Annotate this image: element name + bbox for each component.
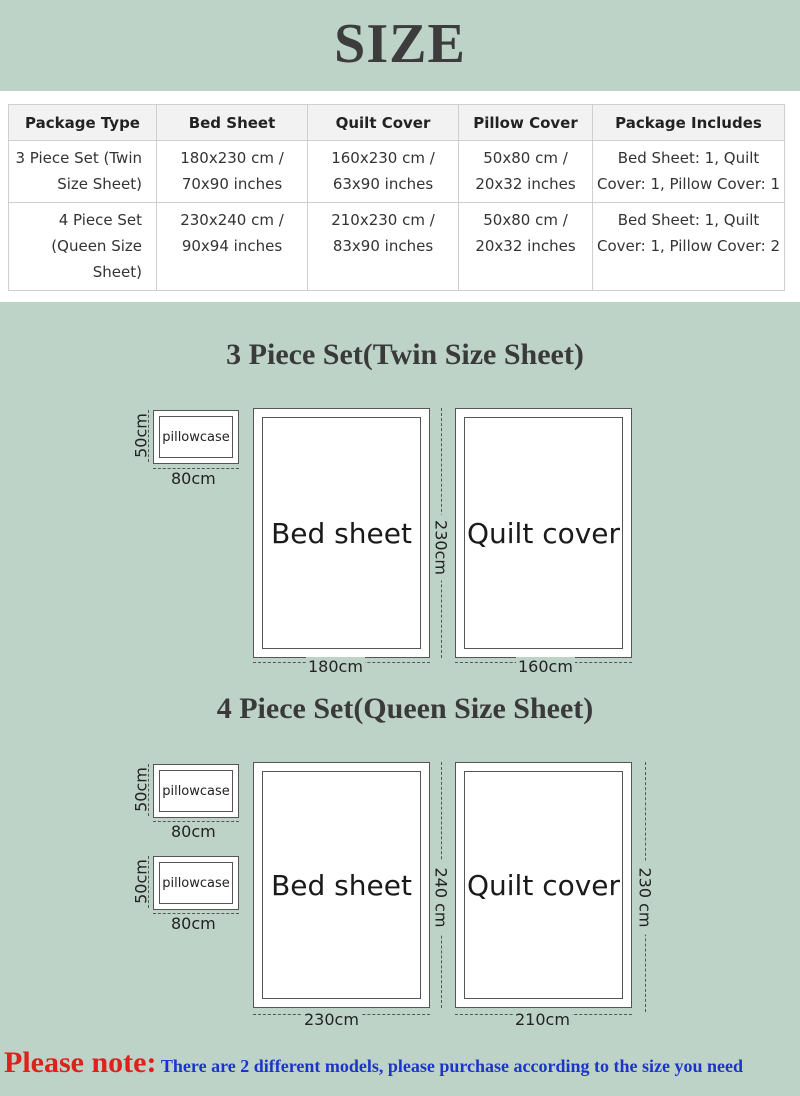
queen-bed-sheet — [253, 762, 430, 1008]
twin-pillowcase — [153, 410, 239, 464]
queen-sheet-width-label: 230cm — [304, 1010, 359, 1029]
header-pillow-cover: Pillow Cover — [459, 105, 593, 141]
cell-pillow-cover: 50x80 cm / 20x32 inches — [459, 141, 593, 203]
queen-pillowcase-2-label: pillowcase — [159, 862, 233, 904]
note-lead: Please note: — [4, 1046, 157, 1079]
cell-bed-sheet: 180x230 cm / 70x90 inches — [157, 141, 308, 203]
cell-quilt-cover: 160x230 cm / 63x90 inches — [308, 141, 459, 203]
twin-pillowcase-label: pillowcase — [159, 416, 233, 458]
twin-sheet-width-label: 180cm — [308, 657, 363, 676]
queen-quilt-cover-label: Quilt cover — [464, 771, 623, 999]
cell-package-includes: Bed Sheet: 1, Quilt Cover: 1, Pillow Cover: 2 — [593, 203, 785, 291]
cell-package-includes: Bed Sheet: 1, Quilt Cover: 1, Pillow Cover: 1 — [593, 141, 785, 203]
twin-bed-sheet-label: Bed sheet — [262, 417, 421, 649]
queen-sheet-height-label: 240 cm — [432, 861, 451, 935]
queen-quilt-height-label: 230 cm — [636, 861, 655, 935]
size-table — [8, 104, 784, 291]
header-bed-sheet: Bed Sheet — [157, 105, 308, 141]
twin-bed-sheet — [253, 408, 430, 658]
twin-quilt-cover-label: Quilt cover — [464, 417, 623, 649]
twin-quilt-cover — [455, 408, 632, 658]
table-row — [9, 203, 785, 291]
queen-section-title: 4 Piece Set(Queen Size Sheet) — [216, 692, 594, 725]
queen-pillow1-height-label: 50cm — [131, 767, 151, 812]
queen-quilt-width-label: 210cm — [515, 1010, 570, 1029]
header-package-includes: Package Includes — [593, 105, 785, 141]
cell-quilt-cover: 210x230 cm / 83x90 inches — [308, 203, 459, 291]
purchase-note — [4, 1046, 800, 1080]
queen-quilt-cover — [455, 762, 632, 1008]
table-header-row — [9, 105, 785, 141]
cell-package-type: 3 Piece Set (Twin Size Sheet) — [9, 141, 157, 203]
twin-section-title: 3 Piece Set(Twin Size Sheet) — [226, 338, 584, 371]
queen-pillow1-width-label: 80cm — [171, 822, 216, 841]
page-title: SIZE — [334, 13, 466, 75]
twin-height-label: 230cm — [432, 515, 451, 581]
twin-pillow-height-label: 50cm — [131, 413, 151, 458]
cell-package-type: 4 Piece Set (Queen Size Sheet) — [9, 203, 157, 291]
twin-pillow-width-label: 80cm — [171, 469, 216, 488]
queen-bed-sheet-label: Bed sheet — [262, 771, 421, 999]
queen-pillow2-height-label: 50cm — [131, 859, 151, 904]
queen-pillow2-width-label: 80cm — [171, 914, 216, 933]
queen-pillowcase-2 — [153, 856, 239, 910]
table-row — [9, 141, 785, 203]
twin-quilt-width-label: 160cm — [518, 657, 573, 676]
queen-pillowcase-1 — [153, 764, 239, 818]
header-quilt-cover: Quilt Cover — [308, 105, 459, 141]
note-text: There are 2 different models, please purchase according to the size you need — [160, 1056, 744, 1076]
cell-bed-sheet: 230x240 cm / 90x94 inches — [157, 203, 308, 291]
header-package-type: Package Type — [9, 105, 157, 141]
cell-pillow-cover: 50x80 cm / 20x32 inches — [459, 203, 593, 291]
queen-pillowcase-1-label: pillowcase — [159, 770, 233, 812]
